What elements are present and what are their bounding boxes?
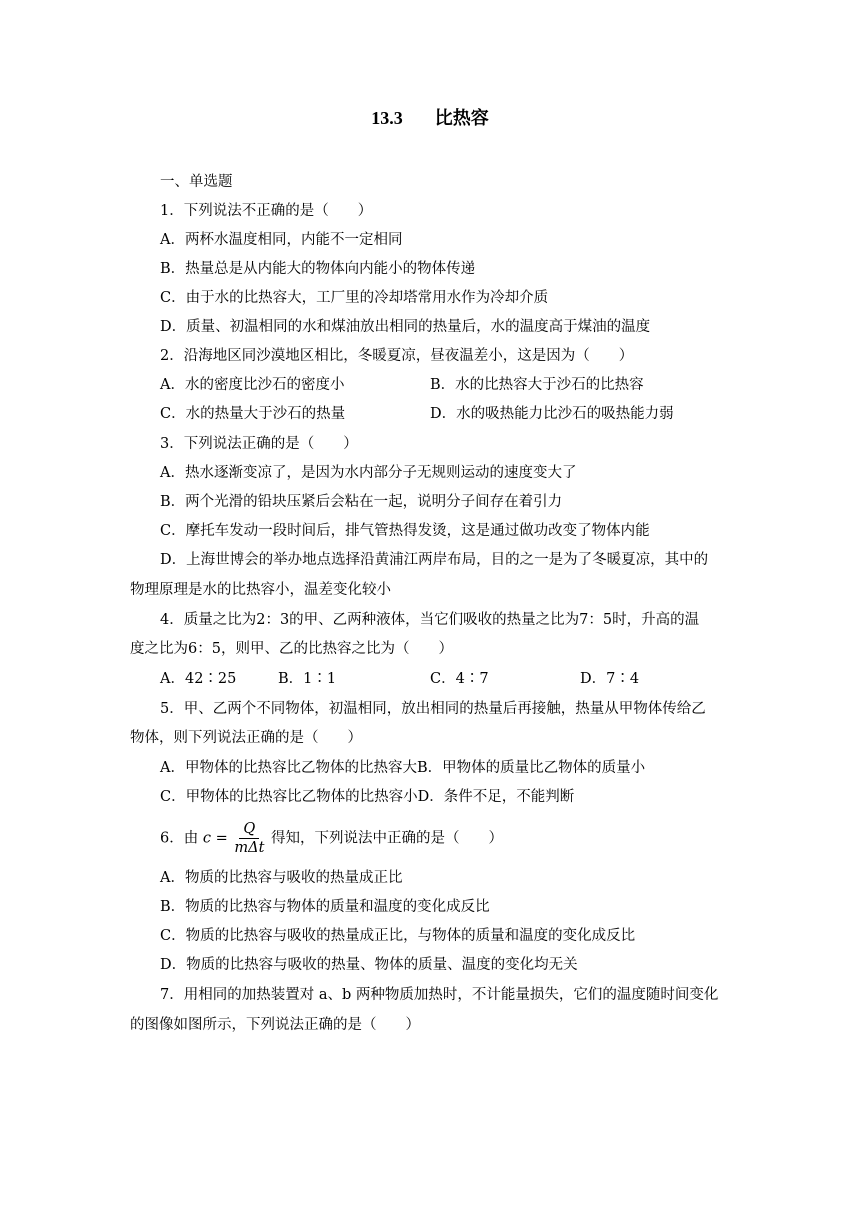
q6-prefix: 6．由 bbox=[160, 830, 199, 847]
q5-option-cd: C．甲物体的比热容比乙物体的比热容小D．条件不足，不能判断 bbox=[160, 789, 575, 805]
q5-stem-cont: 物体，则下列说法正确的是（ ） bbox=[130, 730, 362, 746]
q6-option-d: D．物质的比热容与吸收的热量、物体的质量、温度的变化均无关 bbox=[160, 957, 578, 973]
q4-stem: 4．质量之比为2：3的甲、乙两种液体，当它们吸收的热量之比为7：5时，升高的温 bbox=[160, 612, 700, 628]
q1-option-a: A．两杯水温度相同，内能不一定相同 bbox=[160, 232, 403, 248]
q1-stem: 1．下列说法不正确的是（ ） bbox=[160, 203, 373, 219]
formula-fraction bbox=[234, 820, 264, 857]
formula-numerator: Q bbox=[239, 820, 259, 839]
q6-suffix: 得知，下列说法中正确的是（ ） bbox=[271, 830, 504, 847]
q4-option-b: B．1∶1 bbox=[278, 671, 337, 687]
q6-option-b: B．物质的比热容与物体的质量和温度的变化成反比 bbox=[160, 899, 490, 915]
q2-stem: 2．沿海地区同沙漠地区相比，冬暖夏凉，昼夜温差小，这是因为（ ） bbox=[160, 348, 634, 364]
q4-option-a: A．42∶25 bbox=[160, 671, 237, 687]
q3-option-a: A．热水逐渐变凉了，是因为水内部分子无规则运动的速度变大了 bbox=[160, 465, 577, 481]
q4-stem-cont: 度之比为6：5，则甲、乙的比热容之比为（ ） bbox=[130, 641, 453, 657]
formula-eq: = bbox=[210, 830, 233, 847]
q4-option-d: D．7∶4 bbox=[580, 671, 640, 687]
q1-option-d: D．质量、初温相同的水和煤油放出相同的热量后，水的温度高于煤油的温度 bbox=[160, 319, 651, 335]
q5-option-ab: A．甲物体的比热容比乙物体的比热容大B．甲物体的质量比乙物体的质量小 bbox=[160, 760, 646, 776]
formula-denominator: mΔt bbox=[234, 840, 265, 856]
q6-option-c: C．物质的比热容与吸收的热量成正比，与物体的质量和温度的变化成反比 bbox=[160, 928, 636, 944]
q7-stem-cont: 的图像如图所示，下列说法正确的是（ ） bbox=[130, 1017, 420, 1033]
q3-option-c: C．摩托车发动一段时间后，排气管热得发烫，这是通过做功改变了物体内能 bbox=[160, 523, 650, 539]
q6-option-a: A．物质的比热容与吸收的热量成正比 bbox=[160, 870, 403, 886]
q1-option-c: C．由于水的比热容大，工厂里的冷却塔常用水作为冷却介质 bbox=[160, 290, 549, 306]
q2-option-a: A．水的密度比沙石的密度小 bbox=[160, 377, 345, 393]
q4-option-c: C．4∶7 bbox=[430, 671, 489, 687]
q3-option-b: B．两个光滑的铅块压紧后会粘在一起，说明分子间存在着引力 bbox=[160, 494, 563, 510]
q5-stem: 5．甲、乙两个不同物体，初温相同，放出相同的热量后再接触，热量从甲物体传给乙 bbox=[160, 701, 706, 717]
q7-stem: 7．用相同的加热装置对 a、b 两种物质加热时，不计能量损失，它们的温度随时间变化 bbox=[160, 987, 719, 1003]
q2-option-c: C．水的热量大于沙石的热量 bbox=[160, 406, 346, 422]
formula-lhs: c bbox=[202, 830, 211, 847]
q3-option-d-cont: 物理原理是水的比热容小，温差变化较小 bbox=[130, 582, 391, 598]
page-title bbox=[0, 104, 860, 130]
q6-stem bbox=[160, 820, 503, 857]
q2-option-d: D．水的吸热能力比沙石的吸热能力弱 bbox=[430, 406, 674, 422]
title-text: 比热容 bbox=[434, 108, 489, 128]
q2-option-b: B．水的比热容大于沙石的比热容 bbox=[430, 377, 644, 393]
q3-stem: 3．下列说法正确的是（ ） bbox=[160, 436, 358, 452]
section-heading: 一、单选题 bbox=[160, 174, 233, 190]
title-number: 13.3 bbox=[371, 108, 403, 128]
q3-option-d: D．上海世博会的举办地点选择沿黄浦江两岸布局，目的之一是为了冬暖夏凉，其中的 bbox=[160, 552, 709, 568]
q1-option-b: B．热量总是从内能大的物体向内能小的物体传递 bbox=[160, 261, 476, 277]
